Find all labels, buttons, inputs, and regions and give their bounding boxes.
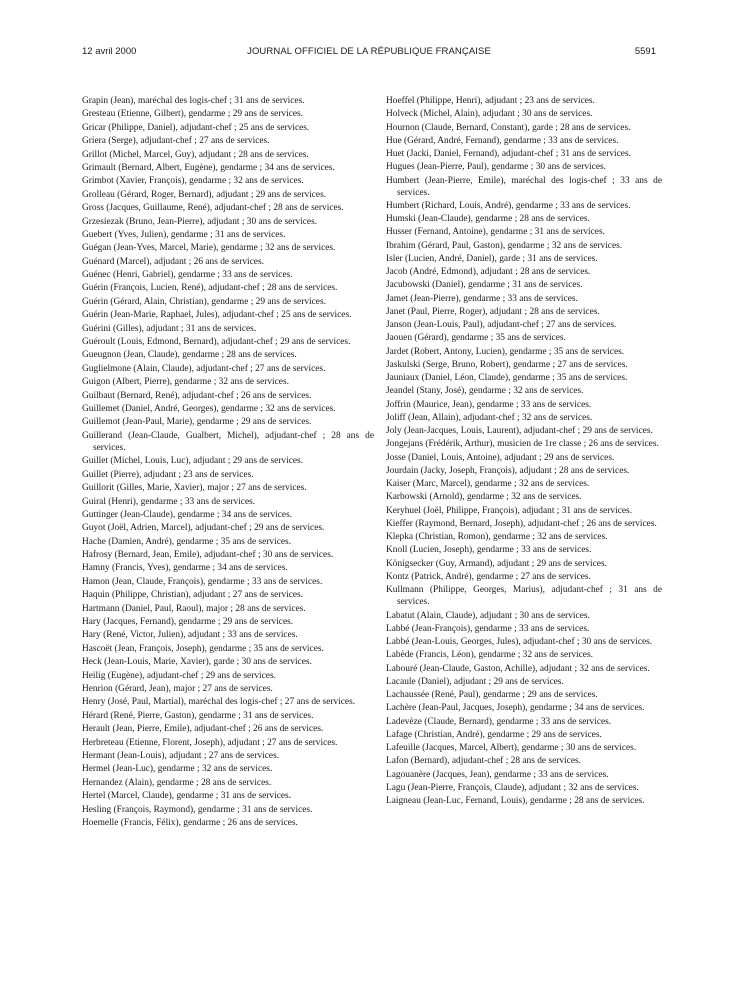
list-item: Guillorit (Gilles, Marie, Xavier), major ; 27 ans de services. xyxy=(82,483,307,494)
list-item: Hary (René, Victor, Julien), adjudant ; 33 ans de services. xyxy=(82,630,298,641)
list-item: Humbert (Richard, Louis, André), gendarme ; 33 ans de services. xyxy=(386,200,631,211)
list-item: Guérin (Jean-Marie, Raphael, Jules), adjudant-chef ; 25 ans de services. xyxy=(82,310,352,321)
list-item: Janson (Jean-Louis, Paul), adjudant-chef ; 27 ans de services. xyxy=(386,320,617,331)
list-item: Ibrahim (Gérard, Paul, Gaston), gendarme ; 32 ans de services. xyxy=(386,240,623,251)
list-item: Guttinger (Jean-Claude), gendarme ; 34 ans de services. xyxy=(82,509,293,520)
list-item: Kontz (Patrick, André), gendarme ; 27 ans de services. xyxy=(386,571,591,582)
list-item: Humski (Jean-Claude), gendarme ; 28 ans de services. xyxy=(386,214,590,225)
list-item: Guilbaut (Bernard, René), adjudant-chef ; 26 ans de services. xyxy=(82,390,312,401)
list-item: Husser (Fernand, Antoine), gendarme ; 31 ans de services. xyxy=(386,227,605,238)
list-item: Henrion (Gérard, Jean), major ; 27 ans de services. xyxy=(82,684,273,694)
list-item: Klepka (Christian, Romon), gendarme ; 32 ans de services. xyxy=(386,532,608,543)
list-item: Hache (Damien, André), gendarme ; 35 ans de services. xyxy=(82,536,292,547)
list-item: Guillet (Pierre), adjudant ; 23 ans de services. xyxy=(82,469,254,480)
list-item: Janet (Paul, Pierre, Roger), adjudant ; 28 ans de services. xyxy=(386,306,600,317)
list-item: Grapin (Jean), maréchal des logis-chef ; 31 ans de services. xyxy=(82,96,305,106)
list-item: Hermant (Jean-Louis), adjudant ; 27 ans de services. xyxy=(82,750,280,761)
list-item: Guiral (Henri), gendarme ; 33 ans de services. xyxy=(82,496,256,507)
list-item: Guérini (Gilles), adjudant ; 31 ans de services. xyxy=(82,323,257,334)
list-item: Grolleau (Gérard, Roger, Bernard), adjudant ; 29 ans de services. xyxy=(82,189,327,200)
list-item: Labouré (Jean-Claude, Gaston, Achille), adjudant ; 32 ans de services. xyxy=(386,663,650,674)
list-item: Gross (Jacques, Guillaume, René), adjudant-chef ; 28 ans de services. xyxy=(82,203,344,214)
list-item: Holveck (Michel, Alain), adjudant ; 30 ans de services. xyxy=(386,109,593,120)
list-item: Guérin (Gérard, Alain, Christian), gendarme ; 29 ans de services. xyxy=(82,296,326,307)
list-item: Jamet (Jean-Pierre), gendarme ; 33 ans de services. xyxy=(386,293,578,304)
list-item: Labbé (Jean-François), gendarme ; 33 ans de services. xyxy=(386,623,590,634)
list-item: Hérard (René, Pierre, Gaston), gendarme ; 31 ans de services. xyxy=(82,710,314,721)
list-item: Guillerand (Jean-Claude, Gualbert, Michel), adjudant-chef ; 28 ans de services. xyxy=(82,430,374,453)
list-item: Joliff (Jean, Allain), adjudant-chef ; 32 ans de services. xyxy=(386,412,593,423)
list-item: Hertel (Marcel, Claude), gendarme ; 31 ans de services. xyxy=(82,791,292,802)
list-item: Königsecker (Guy, Armand), adjudant ; 29 ans de services. xyxy=(386,558,607,569)
list-item: Jourdain (Jacky, Joseph, François), adjudant ; 28 ans de services. xyxy=(386,465,630,476)
list-item: Lagu (Jean-Pierre, François, Claude), adjudant ; 32 ans de services. xyxy=(386,782,639,793)
list-item: Guéroult (Louis, Edmond, Bernard), adjudant-chef ; 29 ans de services. xyxy=(82,337,351,348)
list-item: Heck (Jean-Louis, Marie, Xavier), garde ; 30 ans de services. xyxy=(82,657,312,668)
list-item: Labède (Francis, Léon), gendarme ; 32 ans de services. xyxy=(386,650,593,661)
list-item: Grimbot (Xavier, François), gendarme ; 32 ans de services. xyxy=(82,176,304,187)
list-item: Laigneau (Jean-Luc, Fernand, Louis), gendarme ; 28 ans de services. xyxy=(386,796,645,807)
list-item: Hoeffel (Philippe, Henri), adjudant ; 23 ans de services. xyxy=(386,96,595,106)
list-item: Gresteau (Etienne, Gilbert), gendarme ; 29 ans de services. xyxy=(82,109,304,120)
list-item: Hamon (Jean, Claude, François), gendarme ; 33 ans de services. xyxy=(82,576,323,587)
page-header xyxy=(82,46,656,60)
list-item: Guillemot (Jean-Paul, Marie), gendarme ; 29 ans de services. xyxy=(82,417,312,428)
list-item: Guérin (François, Lucien, René), adjudant-chef ; 28 ans de services. xyxy=(82,283,338,294)
list-item: Gueugnon (Jean, Claude), gendarme ; 28 ans de services. xyxy=(82,350,297,361)
list-item: Labbé (Jean-Louis, Georges, Jules), adjudant-chef ; 30 ans de services. xyxy=(386,637,653,648)
header-date: 12 avril 2000 xyxy=(82,46,137,57)
list-item: Jaouen (Gérard), gendarme ; 35 ans de services. xyxy=(386,333,566,344)
list-item: Lacaule (Daniel), adjudant ; 29 ans de services. xyxy=(386,676,564,687)
list-item: Hournon (Claude, Bernard, Constant), garde ; 28 ans de services. xyxy=(386,122,631,133)
list-item: Hary (Jacques, Fernand), gendarme ; 29 ans de services. xyxy=(82,617,294,628)
list-item: Humbert (Jean-Pierre, Emile), maréchal des logis-chef ; 33 ans de services. xyxy=(386,175,662,198)
list-item: Guégan (Jean-Yves, Marcel, Marie), gendarme ; 32 ans de services. xyxy=(82,243,336,254)
list-item: Hermel (Jean-Luc), gendarme ; 32 ans de services. xyxy=(82,764,273,775)
list-item: Grzesiezak (Bruno, Jean-Pierre), adjudant ; 30 ans de services. xyxy=(82,216,318,227)
list-item: Kaiser (Marc, Marcel), gendarme ; 32 ans de services. xyxy=(386,479,590,490)
list-item: Gricar (Philippe, Daniel), adjudant-chef ; 25 ans de services. xyxy=(82,122,310,133)
list-item: Jaskulski (Serge, Bruno, Robert), gendarme ; 27 ans de services. xyxy=(386,359,628,370)
list-item: Lafage (Christian, André), gendarme ; 29 ans de services. xyxy=(386,729,602,740)
list-item: Jacubowski (Daniel), gendarme ; 31 ans de services. xyxy=(386,280,583,291)
list-item: Hascoët (Jean, François, Joseph), gendarme ; 35 ans de services. xyxy=(82,643,324,654)
list-item: Grimault (Bernard, Albert, Eugène), gendarme ; 34 ans de services. xyxy=(82,162,335,173)
list-item: Kullmann (Philippe, Georges, Marius), adjudant-chef ; 31 ans de services. xyxy=(386,585,662,608)
list-item: Jauniaux (Daniel, Léon, Claude), gendarme ; 35 ans de services. xyxy=(386,373,628,384)
list-item: Henry (José, Paul, Martial), maréchal des logis-chef ; 27 ans de services. xyxy=(82,697,356,708)
list-item: Ladevèze (Claude, Bernard), gendarme ; 33 ans de services. xyxy=(386,716,612,727)
list-item: Guénec (Henri, Gabriel), gendarme ; 33 ans de services. xyxy=(82,270,293,281)
list-item: Lafon (Bernard), adjudant-chef ; 28 ans de services. xyxy=(386,756,581,767)
list-item: Karbowski (Arnold), gendarme ; 32 ans de services. xyxy=(386,492,582,503)
list-item: Knoll (Lucien, Joseph), gendarme ; 33 ans de services. xyxy=(386,545,592,556)
list-item: Hernandez (Alain), gendarme ; 28 ans de services. xyxy=(82,777,272,788)
list-item: Lagouanère (Jacques, Jean), gendarme ; 33 ans de services. xyxy=(386,769,609,780)
list-item: Isler (Lucien, André, Daniel), garde ; 31 ans de services. xyxy=(386,253,598,264)
list-item: Guglielmone (Alain, Claude), adjudant-chef ; 27 ans de services. xyxy=(82,363,326,374)
list-item: Hafrosy (Bernard, Jean, Emile), adjudant-chef ; 30 ans de services. xyxy=(82,550,334,561)
list-item: Joly (Jean-Jacques, Louis, Laurent), adjudant-chef ; 29 ans de services. xyxy=(386,426,653,437)
list-item: Huet (Jacki, Daniel, Fernand), adjudant-chef ; 31 ans de services. xyxy=(386,149,631,159)
list-item: Lafeuille (Jacques, Marcel, Albert), gendarme ; 30 ans de services. xyxy=(386,743,637,754)
list-item: Hugues (Jean-Pierre, Paul), gendarme ; 30 ans de services. xyxy=(386,162,606,173)
list-item: Hesling (François, Raymond), gendarme ; 31 ans de services. xyxy=(82,804,313,815)
list-item: Labatut (Alain, Claude), adjudant ; 30 ans de services. xyxy=(386,610,590,621)
list-item: Kieffer (Raymond, Bernard, Joseph), adjudant-chef ; 26 ans de services. xyxy=(386,518,657,529)
list-item: Guigon (Albert, Pierre), gendarme ; 32 ans de services. xyxy=(82,377,289,388)
header-page-number: 5591 xyxy=(634,46,656,57)
list-item: Herbreteau (Etienne, Florent, Joseph), adjudant ; 27 ans de services. xyxy=(82,737,338,748)
list-item: Jardet (Robert, Antony, Lucien), gendarme ; 35 ans de services. xyxy=(386,346,625,357)
list-item: Jeandel (Stany, José), gendarme ; 32 ans de services. xyxy=(386,386,584,397)
list-item: Lachaussée (René, Paul), gendarme ; 29 ans de services. xyxy=(386,690,598,701)
list-item: Guénard (Marcel), adjudant ; 26 ans de services. xyxy=(82,256,264,267)
list-item: Josse (Daniel, Louis, Antoine), adjudant ; 29 ans de services. xyxy=(386,452,615,463)
header-journal-title: JOURNAL OFFICIEL DE LA RÉPUBLIQUE FRANÇAISE xyxy=(247,46,491,57)
list-item: Grillot (Michel, Marcel, Guy), adjudant ; 28 ans de services. xyxy=(82,149,309,160)
list-item: Herault (Jean, Pierre, Emile), adjudant-chef ; 26 ans de services. xyxy=(82,724,324,735)
list-item: Guebert (Yves, Julien), gendarme ; 31 ans de services. xyxy=(82,229,286,240)
list-item: Hartmann (Daniel, Paul, Raoul), major ; 28 ans de services. xyxy=(82,603,306,614)
list-item: Griera (Serge), adjudant-chef ; 27 ans de services. xyxy=(82,136,270,147)
list-item: Heilig (Eugène), adjudant-chef ; 29 ans de services. xyxy=(82,670,276,681)
list-item: Hue (Gérard, André, Fernand), gendarme ; 33 ans de services. xyxy=(386,135,619,146)
list-item: Jongejans (Frédérik, Arthur), musicien de 1re classe ; 26 ans de services. xyxy=(386,439,659,450)
list-item: Jacob (André, Edmond), adjudant ; 28 ans de services. xyxy=(386,267,591,278)
list-item: Keryhuel (Joël, Philippe, François), adjudant ; 31 ans de services. xyxy=(386,505,633,516)
list-item: Guyot (Joël, Adrien, Marcel), adjudant-chef ; 29 ans de services. xyxy=(82,523,325,534)
list-item: Hamny (Francis, Yves), gendarme ; 34 ans de services. xyxy=(82,563,288,574)
list-item: Guillet (Michel, Louis, Luc), adjudant ; 29 ans de services. xyxy=(82,456,304,467)
list-item: Lachère (Jean-Paul, Jacques, Joseph), gendarme ; 34 ans de services. xyxy=(386,703,645,714)
list-item: Joffrin (Maurice, Jean), gendarme ; 33 ans de services. xyxy=(386,399,592,410)
left-column xyxy=(82,95,374,829)
list-item: Haquin (Philippe, Christian), adjudant ; 27 ans de services. xyxy=(82,590,304,601)
list-item: Guillemet (Daniel, André, Georges), gendarme ; 32 ans de services. xyxy=(82,403,336,414)
list-item: Hoemelle (Francis, Félix), gendarme ; 26 ans de services. xyxy=(82,817,298,828)
right-column xyxy=(386,95,662,807)
